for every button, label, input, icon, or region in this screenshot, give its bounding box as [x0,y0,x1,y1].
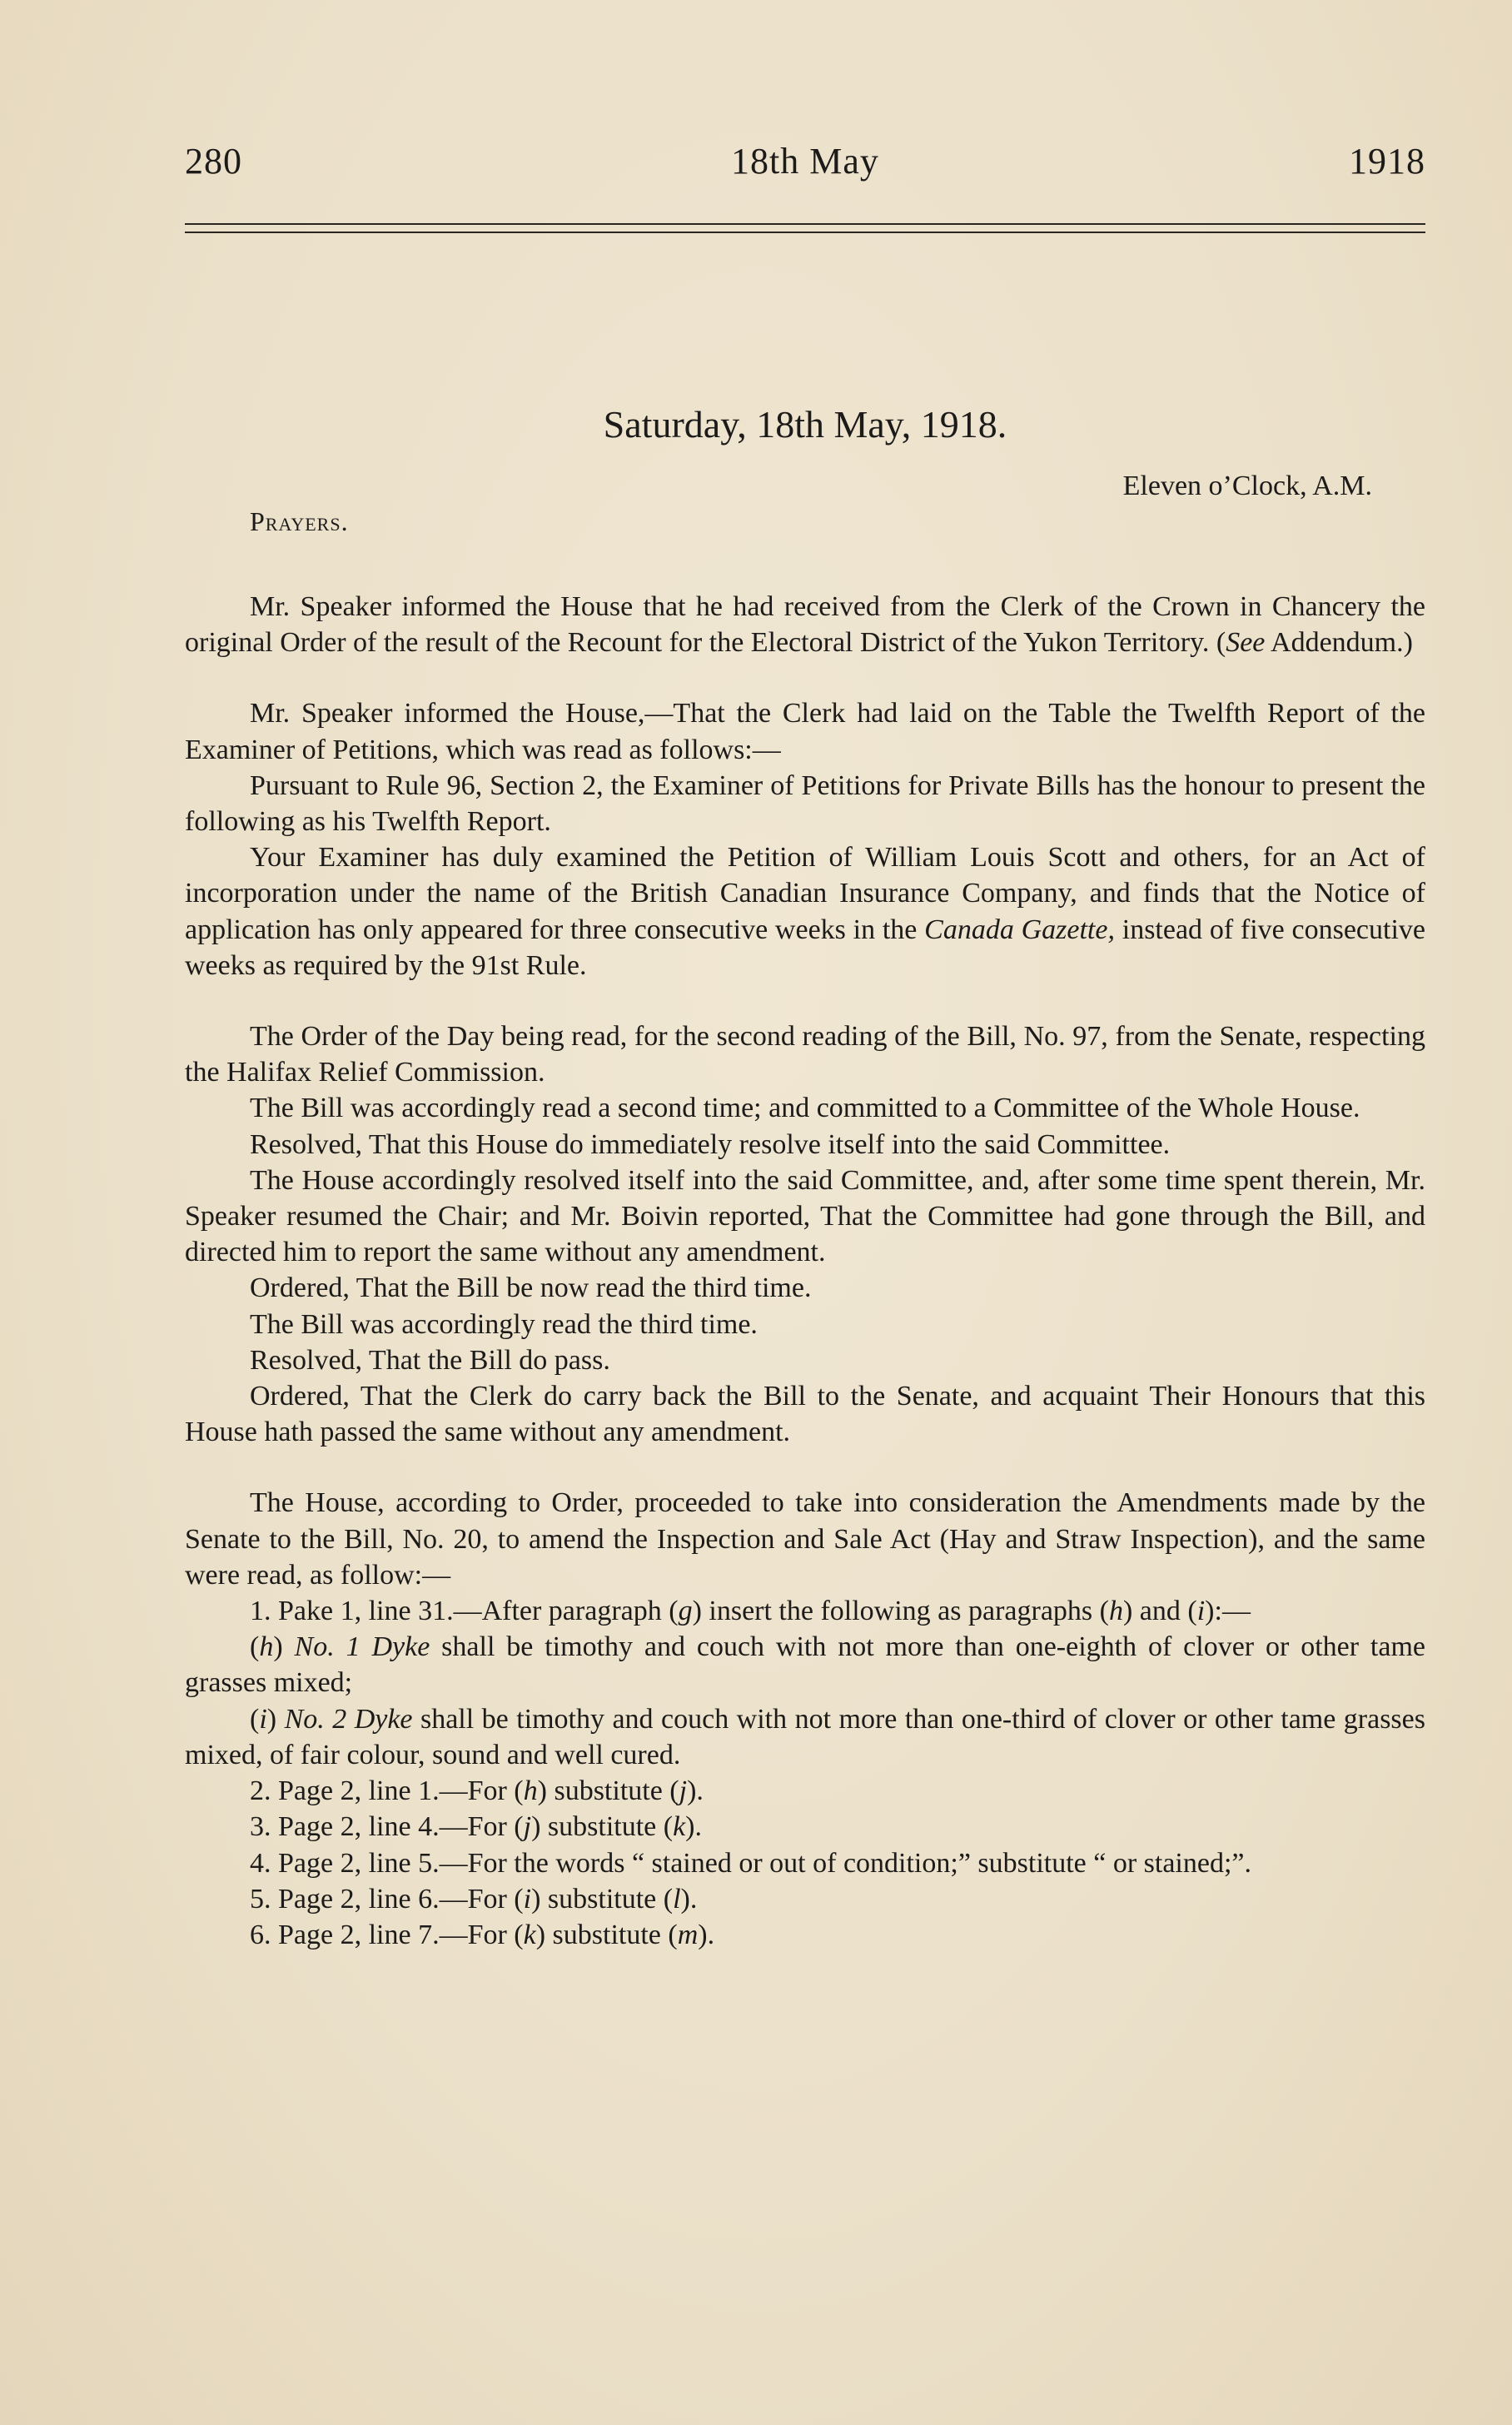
grade-name: No. 1 Dyke [294,1631,430,1663]
para-letter: g [678,1596,693,1627]
amendment-text: shall be timothy and couch with not more than one-eighth of clover or other tame grasses mixed; [185,1631,1425,1699]
amendment-text: ) substitute ( [531,1811,674,1843]
bill97-paragraph: Ordered, That the Bill be now read the third time. [250,1272,812,1304]
para-letter: k [673,1811,686,1843]
amendment-5 [185,1881,1425,1917]
page-body [185,400,1425,1953]
amendment-text: ). [680,1883,698,1915]
amendment-text: shall be timothy and couch with not more than one-third of clover or other tame grasses mixed, of fair colour, sound and well cured. [185,1703,1425,1770]
amendment-4: 4. Page 2, line 5.—For the words “ stained or out of condition;” substitute “ or stained;”. [250,1847,1251,1879]
prayers-heading: Prayers. [250,506,349,536]
bill97-paragraph: The Bill was accordingly read a second time; and committed to a Committee of the Whole House. [250,1093,1360,1124]
para-letter: i [259,1703,267,1735]
grade-name: No. 2 Dyke [284,1703,413,1735]
petition-text: Your Examiner has duly examined the Petition of William Louis Scott and others, for an Act of incorporation under the name of the British Canadian Insurance Company, and finds that the Notice of application has only appeared for three consecutive weeks in the [185,842,1425,945]
amendment-3 [185,1809,1425,1845]
amendment-text: 6. Page 2, line 7.—For ( [250,1919,524,1950]
bill97-paragraph: Ordered, That the Clerk do carry back the Bill to the Senate, and acquaint Their Honours that this House hath passed the same without any amendment. [185,1381,1425,1448]
recount-text-end: Addendum.) [1265,627,1413,659]
recount-paragraph [185,589,1425,660]
header-rule-bottom [185,232,1425,233]
page-number: 280 [185,141,242,182]
running-year: 1918 [1349,141,1425,182]
running-title: 18th May [731,141,879,182]
para-letter: m [677,1919,699,1950]
petitions-section [185,695,1425,983]
amendment-text: ). [687,1775,704,1807]
gazette-italic: Canada Gazette, [924,914,1115,945]
petitions-paragraph-1: Mr. Speaker informed the House,—That the Clerk had laid on the Table the Twelfth Report of the Examiner of Petitions, which was read as follows:— [185,698,1425,765]
para-letter: h [1108,1596,1123,1627]
petitions-paragraph-3 [185,839,1425,983]
amendment-text: ). [685,1811,702,1843]
para-letter: j [679,1775,688,1807]
petitions-paragraph-2: Pursuant to Rule 96, Section 2, the Examiner of Petitions for Private Bills has the honour to present the following as his Twelfth Report. [185,769,1425,838]
see-italic: See [1226,627,1266,659]
amendment-1 [185,1593,1425,1629]
amendment-text: ) substitute ( [531,1883,674,1915]
para-letter: i [523,1883,532,1915]
bill97-paragraph: Resolved, That this House do immediately resolve itself into the said Committee. [250,1128,1171,1160]
para-letter: h [523,1775,538,1807]
sitting-time: Eleven o’Clock, A.M. [1122,471,1372,501]
amendment-text: 5. Page 2, line 6.—For ( [250,1883,524,1915]
amendment-text: ) [273,1631,295,1663]
amendment-text: 3. Page 2, line 4.—For ( [250,1811,524,1843]
para-letter: i [1196,1596,1206,1627]
recount-section [185,589,1425,660]
amendment-text: ) substitute ( [535,1919,678,1950]
sitting-date: Saturday, 18th May, 1918. [603,403,1007,446]
amendment-text: ( [250,1631,260,1663]
para-letter: l [673,1883,681,1915]
amendment-text: ( [250,1703,260,1735]
amendment-text: 2. Page 2, line 1.—For ( [250,1775,524,1807]
bill97-paragraph: The Bill was accordingly read the third time. [250,1308,758,1340]
amendment-text: ):— [1205,1596,1251,1627]
bill20-intro: The House, according to Order, proceeded to take into consideration the Amendments made by the Senate to the Bill, No. 20, to amend the Inspection and Sale Act (Hay and Straw Inspection), and the same were read, as follow:— [185,1487,1425,1591]
paragraph-h [185,1629,1425,1700]
header-rule-top [185,223,1425,225]
bill97-paragraph: The Order of the Day being read, for the second reading of the Bill, No. 97, from the Senate, respecting the Halifax Relief Commission. [185,1021,1425,1088]
running-head [185,140,1425,190]
bill97-paragraph: The House accordingly resolved itself into the said Committee, and, after some time spent therein, Mr. Speaker resumed the Chair; and Mr. Boivin reported, That the Committee had gone through the Bill, and directed him to report the same without any amendment. [185,1164,1425,1268]
amendment-text: ) [266,1703,285,1735]
bill-97-section [185,1018,1425,1450]
amendment-6 [185,1917,1425,1953]
petition-text-end: instead of five consecutive weeks as required by the 91st Rule. [185,914,1426,981]
bill97-paragraph: Resolved, That the Bill do pass. [250,1344,610,1376]
recount-text: Mr. Speaker informed the House that he had received from the Clerk of the Crown in Chancery the original Order of the result of the Recount for the Electoral District of the Yukon Territory. ( [185,591,1425,659]
para-letter: k [523,1919,536,1950]
amendment-text: ) and ( [1122,1596,1197,1627]
amendment-2 [185,1773,1425,1809]
amendment-text: 1. Pake 1, line 31.—After paragraph ( [250,1596,679,1627]
bill-20-section [185,1485,1425,1953]
amendment-text: ) insert the following as paragraphs ( [692,1596,1109,1627]
amendment-text: ) substitute ( [537,1775,679,1807]
amendment-text: ). [698,1919,715,1950]
para-letter: h [259,1631,274,1663]
paragraph-i [185,1701,1425,1773]
para-letter: j [523,1811,532,1843]
